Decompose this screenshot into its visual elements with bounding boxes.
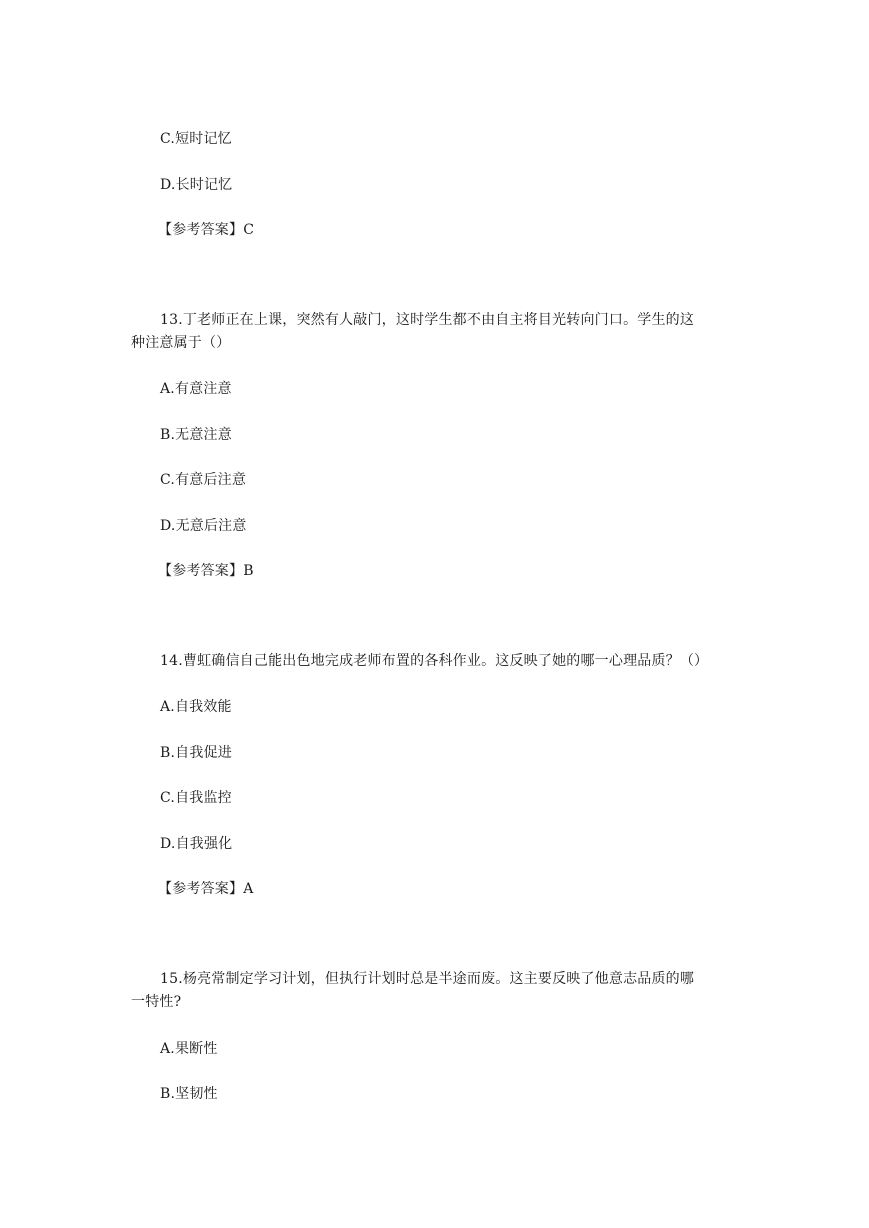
- option-c: C.有意后注意: [160, 472, 247, 488]
- option-b: B.自我促进: [160, 745, 232, 761]
- question-14-stem: 14.曹虹确信自己能出色地完成老师布置的各科作业。这反映了她的哪一心理品质？（）: [160, 653, 709, 669]
- option-b: B.无意注意: [160, 427, 232, 443]
- reference-answer: 【参考答案】A: [158, 881, 254, 897]
- option-c: C.自我监控: [160, 790, 232, 806]
- option-d: D.长时记忆: [160, 177, 233, 193]
- question-15-stem-cont: 一特性?: [131, 994, 182, 1010]
- option-c: C.短时记忆: [160, 131, 232, 147]
- option-a: A.自我效能: [160, 699, 232, 715]
- option-b: B.坚韧性: [160, 1086, 218, 1102]
- reference-answer: 【参考答案】B: [158, 563, 254, 579]
- option-d: D.自我强化: [160, 836, 233, 852]
- option-a: A.有意注意: [160, 381, 232, 397]
- option-d: D.无意后注意: [160, 518, 247, 534]
- question-13-stem-cont: 种注意属于（）: [131, 335, 231, 351]
- question-13-stem: 13.丁老师正在上课，突然有人敲门，这时学生都不由自主将目光转向门口。学生的这: [160, 312, 695, 328]
- question-15-stem: 15.杨亮常制定学习计划，但执行计划时总是半途而废。这主要反映了他意志品质的哪: [160, 971, 695, 987]
- reference-answer: 【参考答案】C: [158, 222, 255, 238]
- option-a: A.果断性: [160, 1041, 218, 1057]
